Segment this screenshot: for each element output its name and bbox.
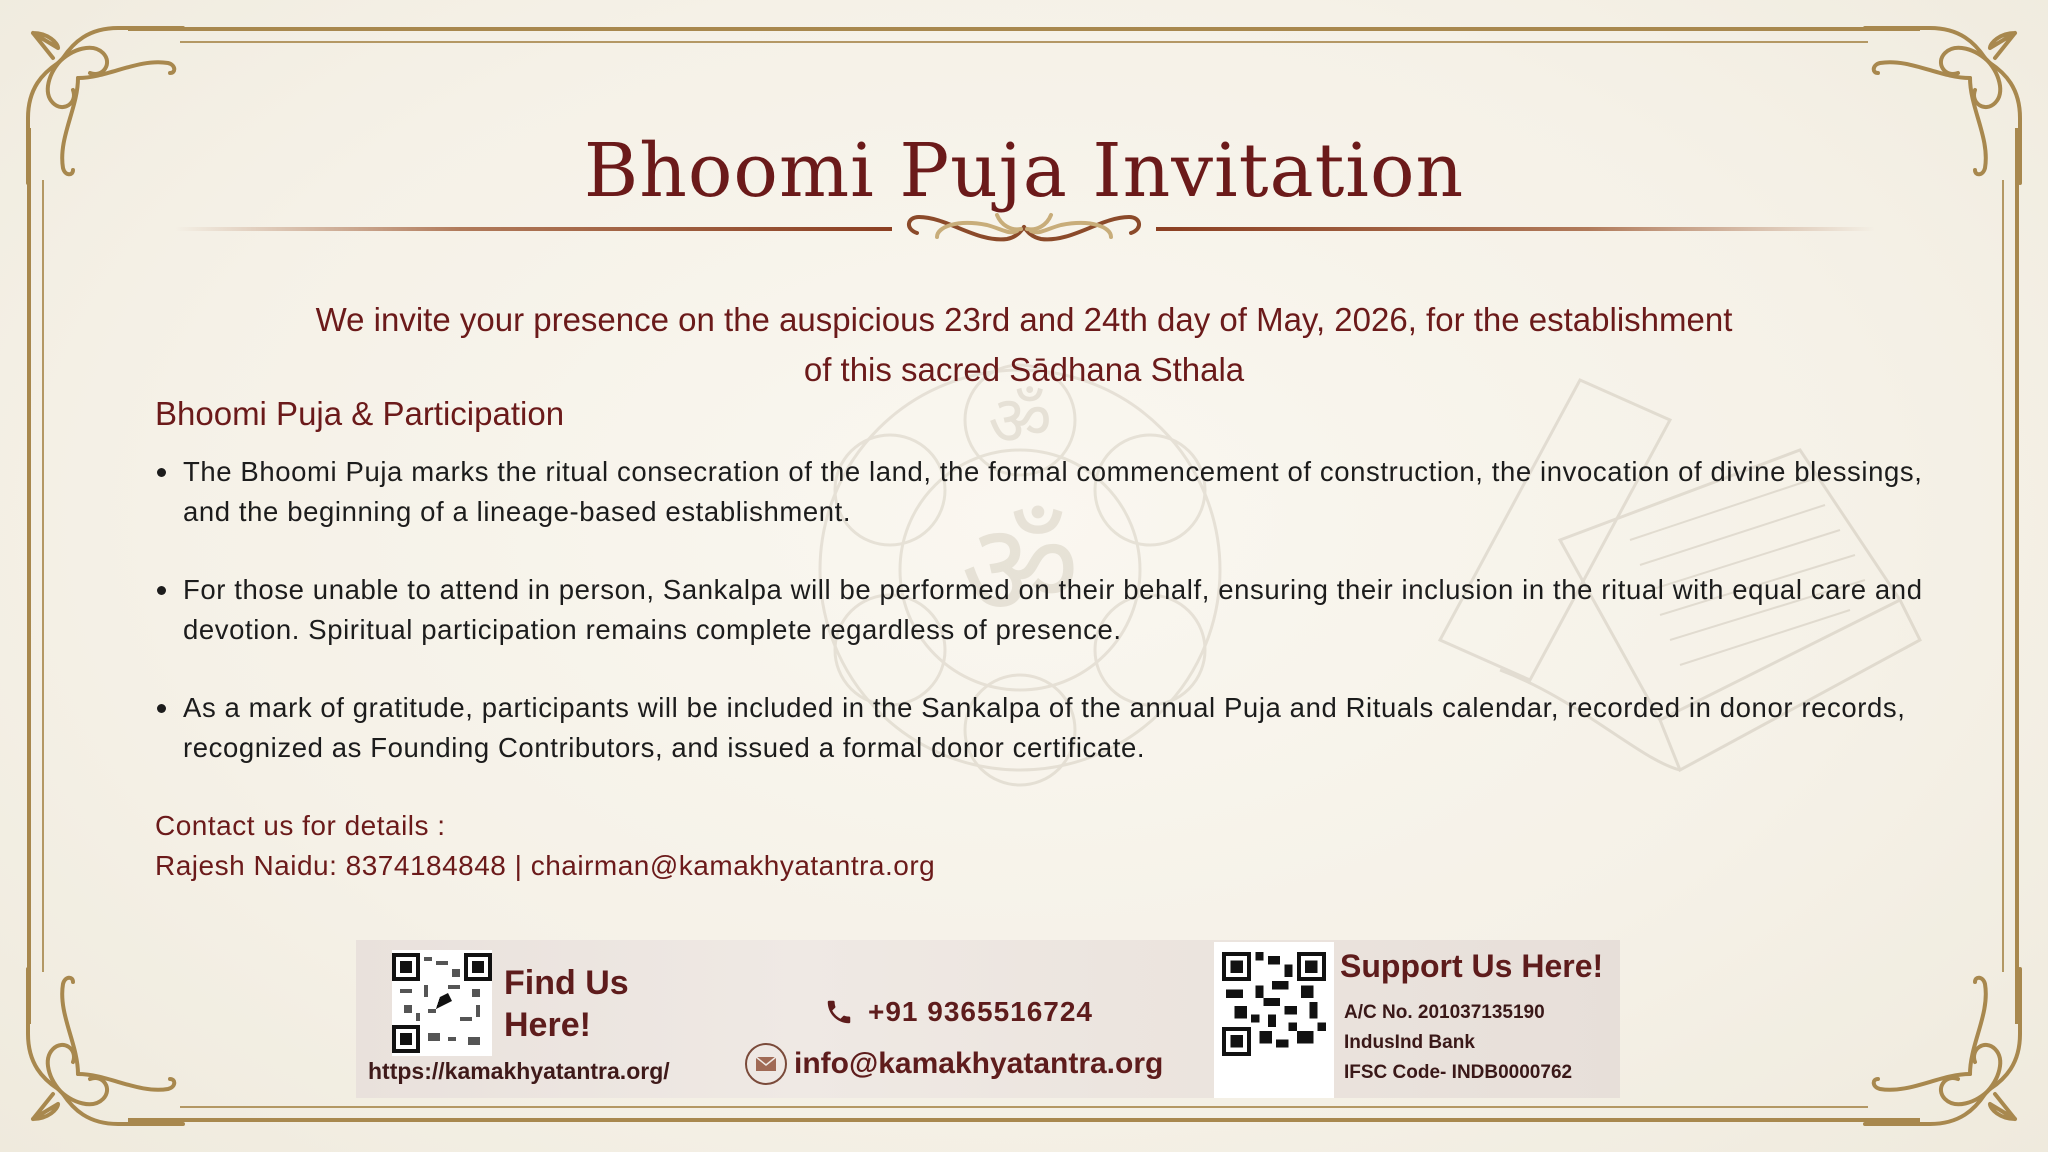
- title-divider: [175, 215, 1875, 245]
- email-contact[interactable]: [744, 1042, 1163, 1086]
- bullet-text: The Bhoomi Puja marks the ritual consecration of the land, the formal commencement of construction, the invocation of divine blessings, and the beginning of a lineage-based establishment.: [183, 456, 1923, 527]
- frame-border-top: [128, 27, 1920, 31]
- bullet-icon: [157, 468, 166, 477]
- contact-line: Rajesh Naidu: 8374184848 | chairman@kamakhyatantra.org: [155, 850, 936, 881]
- frame-inner-border-left: [42, 180, 44, 972]
- ifsc-code: IFSC Code- INDB0000762: [1344, 1062, 1573, 1083]
- contact-block: [155, 806, 935, 886]
- qr-code-icon[interactable]: [392, 950, 492, 1056]
- bullet-icon: [157, 704, 166, 713]
- bullet-text: As a mark of gratitude, participants will be included in the Sankalpa of the annual Puja and Rituals calendar, recorded in donor records, recognized as Founding Contributors, and issued a formal donor certificate.: [183, 692, 1906, 763]
- page-title: Bhoomi Puja Invitation: [583, 127, 1465, 214]
- find-us-line1: Find Us: [504, 964, 629, 1002]
- bullet-icon: [157, 586, 166, 595]
- list-item: [155, 570, 1935, 650]
- website-link[interactable]: https://kamakhyatantra.org/: [368, 1058, 670, 1084]
- find-us-heading: [504, 962, 629, 1046]
- frame-inner-border-right: [2002, 180, 2004, 972]
- frame-inner-border-bottom: [180, 1106, 1868, 1108]
- frame-border-left: [27, 128, 31, 1024]
- divider-line-left: [175, 227, 892, 231]
- contact-label: Contact us for details :: [155, 810, 446, 841]
- scroll-ornament-icon: [897, 209, 1151, 249]
- section-heading: Bhoomi Puja & Participation: [155, 395, 565, 432]
- email-address: info@kamakhyatantra.org: [794, 1047, 1164, 1080]
- bullet-text: For those unable to attend in person, Sankalpa will be performed on their behalf, ensuring their inclusion in the ritual with equal care and devotion. Spiritual participation remains complete regardless of presence.: [183, 574, 1923, 645]
- support-us-heading: Support Us Here!: [1340, 948, 1604, 984]
- account-number: A/C No. 201037135190: [1344, 1002, 1545, 1023]
- frame-border-bottom: [128, 1118, 1920, 1122]
- find-us-line2: Here!: [504, 1006, 591, 1044]
- payment-qr-code-icon[interactable]: [1222, 948, 1326, 1060]
- corner-flourish-bottom-right-icon: [1850, 954, 2030, 1134]
- list-item: [155, 688, 1935, 768]
- participation-list: [155, 452, 1935, 806]
- bank-name: IndusInd Bank: [1344, 1032, 1475, 1053]
- phone-icon: [824, 997, 854, 1027]
- corner-flourish-bottom-left-icon: [18, 954, 198, 1134]
- phone-contact[interactable]: [824, 996, 1093, 1028]
- frame-inner-border-top: [180, 41, 1868, 43]
- divider-line-right: [1156, 227, 1875, 231]
- list-item: [155, 452, 1935, 532]
- frame-border-right: [2015, 128, 2019, 1024]
- invitation-intro: We invite your presence on the auspicious 23rd and 24th day of May, 2026, for the establishment of this sacred Sādhana Sthala: [315, 301, 1733, 388]
- footer-banner: [356, 940, 1620, 1098]
- phone-number: +91 9365516724: [868, 996, 1093, 1027]
- envelope-icon: [744, 1042, 788, 1086]
